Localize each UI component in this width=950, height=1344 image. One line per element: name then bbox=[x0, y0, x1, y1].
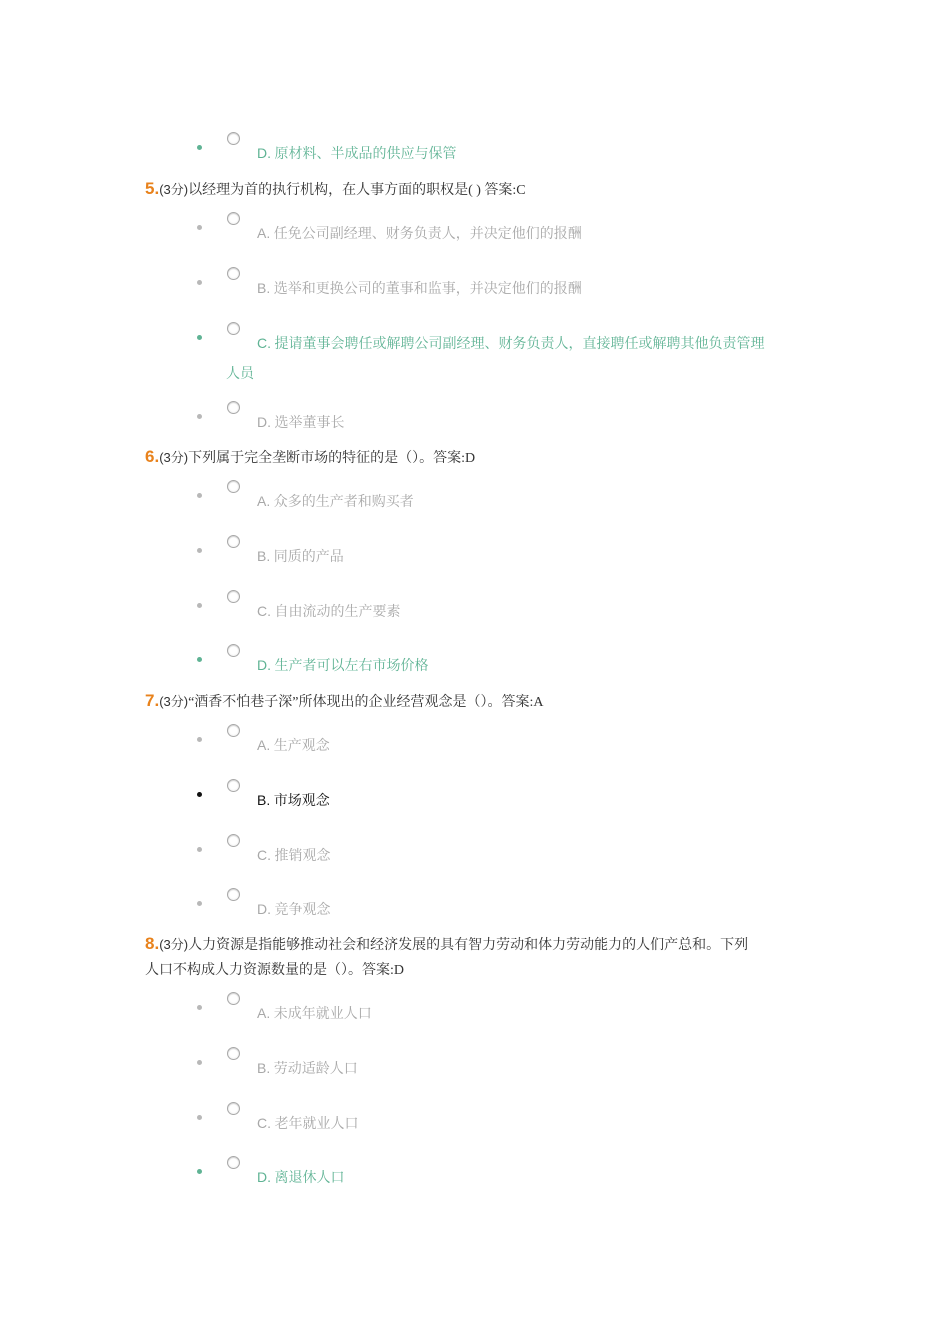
radio-button[interactable] bbox=[227, 1047, 240, 1060]
option-label: B. 同质的产品 bbox=[257, 548, 344, 565]
bullet bbox=[197, 737, 202, 742]
radio-button[interactable] bbox=[227, 212, 240, 225]
radio-button[interactable] bbox=[227, 590, 240, 603]
question-score: (3分) bbox=[159, 450, 189, 465]
question-5-prompt bbox=[145, 176, 815, 203]
question-score: (3分) bbox=[159, 694, 189, 709]
bullet bbox=[197, 225, 202, 230]
q8-option-c[interactable] bbox=[0, 1102, 950, 1132]
q7-option-c[interactable] bbox=[0, 834, 950, 864]
question-number: 6. bbox=[145, 447, 160, 466]
bullet bbox=[197, 280, 202, 285]
option-label: D. 离退休人口 bbox=[257, 1169, 345, 1186]
radio-button[interactable] bbox=[227, 132, 240, 145]
bullet bbox=[197, 1060, 202, 1065]
q7-option-b[interactable] bbox=[0, 779, 950, 809]
bullet bbox=[197, 792, 202, 797]
q8-option-d[interactable] bbox=[0, 1156, 950, 1186]
question-text: 人力资源是指能够推动社会和经济发展的具有智力劳动和体力劳动能力的人们产总和。下列 bbox=[188, 938, 749, 953]
bullet bbox=[197, 414, 202, 419]
bullet bbox=[197, 1115, 202, 1120]
question-7-prompt bbox=[145, 688, 815, 715]
option-label-continued: 人员 bbox=[226, 367, 254, 382]
option-label: C. 提请董事会聘任或解聘公司副经理、财务负责人，直接聘任或解聘其他负责管理 bbox=[257, 335, 765, 352]
bullet bbox=[197, 847, 202, 852]
q6-option-a[interactable] bbox=[0, 480, 950, 510]
question-text-line-2: 人口不构成人力资源数量的是（）。答案:D bbox=[145, 963, 404, 978]
question-8-prompt bbox=[145, 931, 815, 983]
bullet bbox=[197, 657, 202, 662]
radio-button[interactable] bbox=[227, 401, 240, 414]
bullet bbox=[197, 145, 202, 150]
q7-option-d[interactable] bbox=[0, 888, 950, 918]
option-label: D. 选举董事长 bbox=[257, 414, 345, 431]
question-number: 8. bbox=[145, 934, 160, 953]
question-number: 5. bbox=[145, 179, 160, 198]
radio-button[interactable] bbox=[227, 1102, 240, 1115]
radio-button[interactable] bbox=[227, 1156, 240, 1169]
option-label: C. 推销观念 bbox=[257, 847, 331, 864]
q5-option-b[interactable] bbox=[0, 267, 950, 297]
option-label: A. 生产观念 bbox=[257, 737, 330, 754]
radio-button[interactable] bbox=[227, 644, 240, 657]
q6-option-b[interactable] bbox=[0, 535, 950, 565]
option-label: D. 竞争观念 bbox=[257, 901, 331, 918]
q4-option-d[interactable] bbox=[0, 132, 950, 162]
option-label: D. 原材料、半成品的供应与保管 bbox=[257, 145, 457, 162]
q6-option-d[interactable] bbox=[0, 644, 950, 674]
radio-button[interactable] bbox=[227, 724, 240, 737]
radio-button[interactable] bbox=[227, 267, 240, 280]
option-label: A. 任免公司副经理、财务负责人，并决定他们的报酬 bbox=[257, 225, 582, 242]
question-text: 下列属于完全垄断市场的特征的是（）。答案:D bbox=[188, 451, 476, 466]
q7-option-a[interactable] bbox=[0, 724, 950, 754]
q6-option-c[interactable] bbox=[0, 590, 950, 620]
q5-option-a[interactable] bbox=[0, 212, 950, 242]
question-6-prompt bbox=[145, 444, 815, 471]
radio-button[interactable] bbox=[227, 834, 240, 847]
bullet bbox=[197, 493, 202, 498]
option-label: B. 劳动适龄人口 bbox=[257, 1060, 358, 1077]
option-label: A. 众多的生产者和购买者 bbox=[257, 493, 414, 510]
option-label: B. 选举和更换公司的董事和监事，并决定他们的报酬 bbox=[257, 280, 582, 297]
radio-button[interactable] bbox=[227, 888, 240, 901]
q5-option-d[interactable] bbox=[0, 401, 950, 431]
question-score: (3分) bbox=[159, 937, 189, 952]
question-text: “酒香不怕巷子深”所体现出的企业经营观念是（）。答案:A bbox=[188, 695, 544, 710]
question-score: (3分) bbox=[159, 182, 189, 197]
option-label: C. 自由流动的生产要素 bbox=[257, 603, 401, 620]
bullet bbox=[197, 603, 202, 608]
option-label: B. 市场观念 bbox=[257, 792, 330, 809]
question-number: 7. bbox=[145, 691, 160, 710]
radio-button[interactable] bbox=[227, 535, 240, 548]
bullet bbox=[197, 901, 202, 906]
bullet bbox=[197, 548, 202, 553]
option-label: C. 老年就业人口 bbox=[257, 1115, 359, 1132]
bullet bbox=[197, 1169, 202, 1174]
question-text: 以经理为首的执行机构，在人事方面的职权是( ) 答案:C bbox=[188, 183, 526, 198]
bullet bbox=[197, 1005, 202, 1010]
radio-button[interactable] bbox=[227, 992, 240, 1005]
radio-button[interactable] bbox=[227, 480, 240, 493]
radio-button[interactable] bbox=[227, 322, 240, 335]
bullet bbox=[197, 335, 202, 340]
q5-option-c[interactable] bbox=[0, 322, 950, 386]
q8-option-b[interactable] bbox=[0, 1047, 950, 1077]
radio-button[interactable] bbox=[227, 779, 240, 792]
option-label: D. 生产者可以左右市场价格 bbox=[257, 657, 429, 674]
option-label: A. 未成年就业人口 bbox=[257, 1005, 372, 1022]
q8-option-a[interactable] bbox=[0, 992, 950, 1022]
